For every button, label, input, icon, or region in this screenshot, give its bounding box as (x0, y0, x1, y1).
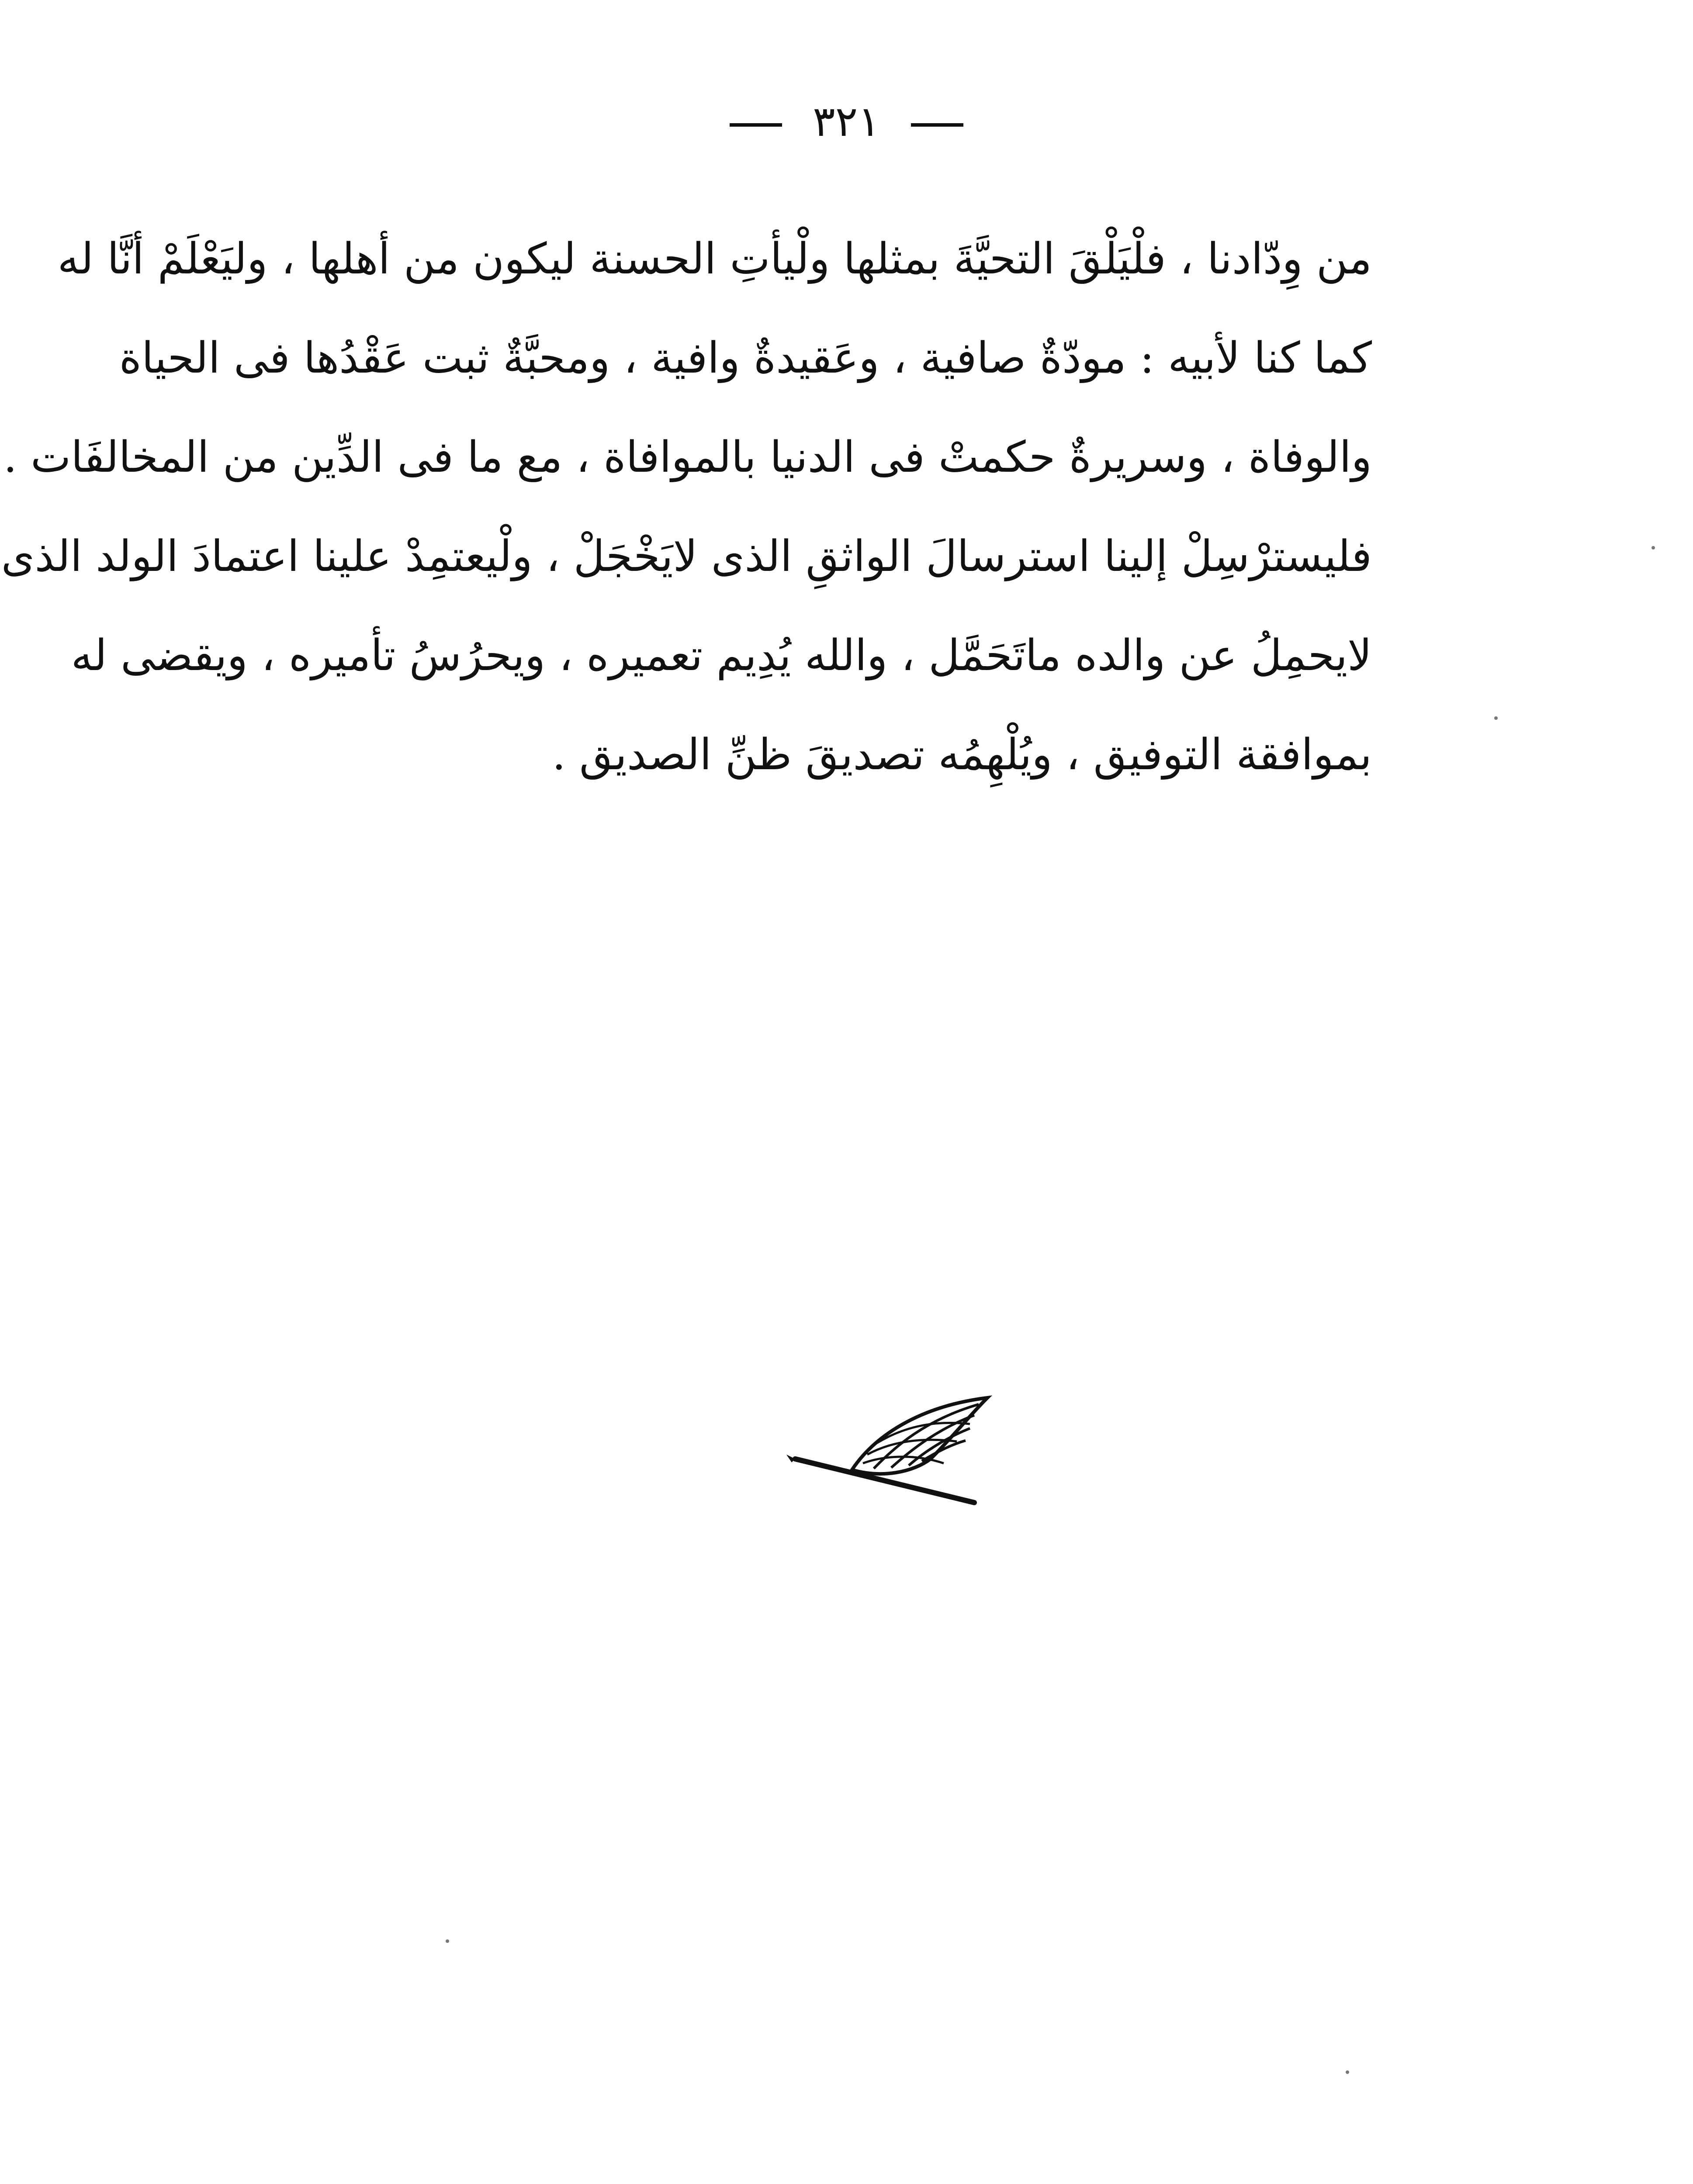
scan-speck (1346, 2070, 1349, 2074)
scan-speck (1494, 716, 1498, 720)
body-paragraph (1, 210, 1372, 805)
text-line-2: كما كنا لأبيه : مودّةٌ صافية ، وعَقيدةٌ وافية ، ومحبَّةٌ ثبت عَقْدُها فى الحياة (119, 333, 1372, 383)
winged-pen-icon (786, 1389, 996, 1529)
text-line-5: لايحمِلُ عن والده ماتَحَمَّل ، والله يُدِيم تعميره ، ويحرُسُ تأميره ، ويقضى له (71, 631, 1372, 681)
header-dash-left (730, 123, 782, 127)
page-header (0, 97, 1693, 146)
text-line-3: والوفاة ، وسريرةٌ حكمتْ فى الدنيا بالموافاة ، مع ما فى الدِّين من المخالفَات . (3, 432, 1372, 482)
header-dash-right (911, 123, 963, 127)
text-line-1: من وِدّادنا ، فلْيَلْقَ التحيَّةَ بمثلها ولْيأتِ الحسنة ليكون من أهلها ، وليَعْلَمْ أنَّا له (57, 234, 1372, 284)
text-line-4: فليسترْسِلْ إلينا استرسالَ الواثقِ الذى لايَخْجَلْ ، ولْيعتمِدْ علينا اعتمادَ الولد الذى (1, 532, 1372, 581)
scan-speck (446, 1939, 449, 1943)
page-number: ٣٢١ (813, 97, 880, 146)
scan-speck (1651, 546, 1655, 549)
text-line-6: بموافقة التوفيق ، ويُلْهِمُه تصديقَ ظنِّ الصديق . (552, 730, 1372, 780)
